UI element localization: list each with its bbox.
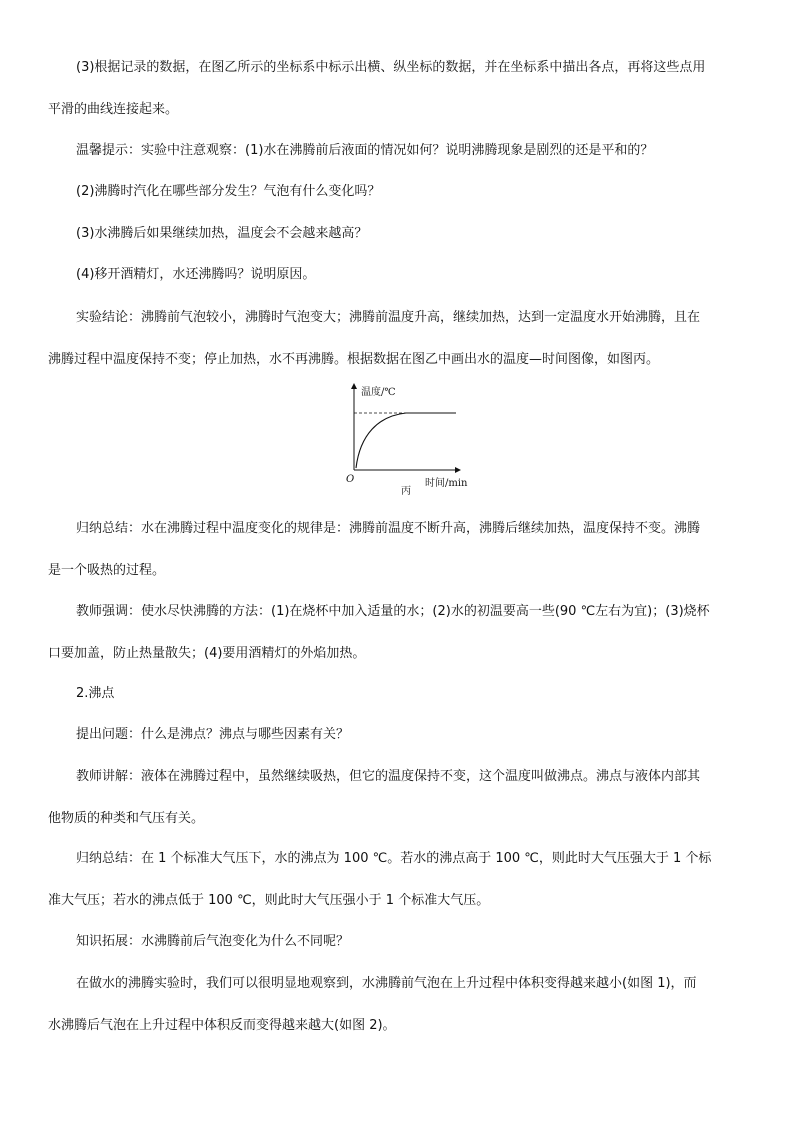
text-line: 归纳总结：在 1 个标准大气压下，水的沸点为 100 ℃。若水的沸点高于 100 ℃，则此时大气压强大于 1 个标 <box>76 851 712 866</box>
paragraph-bubble-observation <box>48 963 748 1046</box>
section-heading-boiling-point <box>48 673 748 715</box>
paragraph-question <box>48 714 748 756</box>
text-line: 他物质的种类和气压有关。 <box>48 810 205 826</box>
text-line: 沸腾过程中温度保持不变；停止加热，水不再沸腾。根据数据在图乙中画出水的温度—时间图像，如图丙。 <box>48 351 660 367</box>
text-line: (2)沸腾时汽化在哪些部分发生？气泡有什么变化吗？ <box>76 184 381 199</box>
text-line: (3)水沸腾后如果继续加热，温度会不会越来越高？ <box>76 226 368 241</box>
paragraph-knowledge-extension <box>48 921 748 963</box>
text-line: 归纳总结：水在沸腾过程中温度变化的规律是：沸腾前温度不断升高，沸腾后继续加热，温度保持不变。沸腾 <box>76 521 701 536</box>
paragraph-conclusion <box>48 297 748 380</box>
paragraph-teacher-explanation <box>48 756 748 839</box>
figure-caption: 丙 <box>401 486 411 497</box>
text-line: 知识拓展：水沸腾前后气泡变化为什么不同呢？ <box>76 934 350 949</box>
text-line: 水沸腾后气泡在上升过程中体积反而变得越来越大(如图 2)。 <box>48 1017 396 1033</box>
text-line: 口要加盖，防止热量散失；(4)要用酒精灯的外焰加热。 <box>48 645 366 661</box>
paragraph-summary-boiling-point <box>48 838 748 921</box>
temperature-curve <box>356 413 456 468</box>
text-line: 2.沸点 <box>76 686 115 701</box>
text-line: 温馨提示：实验中注意观察：(1)水在沸腾前后液面的情况如何？说明沸腾现象是剧烈的还是平和的？ <box>76 143 654 158</box>
temperature-time-graph <box>338 380 488 500</box>
x-axis-label: 时间/min <box>425 478 468 489</box>
paragraph-step-3 <box>48 47 748 130</box>
paragraph-teacher-emphasis <box>48 591 748 674</box>
text-line: (4)移开酒精灯，水还沸腾吗？说明原因。 <box>76 267 316 282</box>
paragraph-tips <box>48 130 748 172</box>
text-line: 是一个吸热的过程。 <box>48 562 166 578</box>
text-line: 教师讲解：液体在沸腾过程中，虽然继续吸热，但它的温度保持不变，这个温度叫做沸点。沸点与液体内部其 <box>76 769 701 784</box>
text-line: (3)根据记录的数据，在图乙所示的坐标系中标示出横、纵坐标的数据，并在坐标系中描出各点，再将这些点用 <box>76 60 706 75</box>
paragraph-tip-2 <box>48 171 748 213</box>
text-line: 提出问题：什么是沸点？沸点与哪些因素有关？ <box>76 727 350 742</box>
paragraph-tip-4 <box>48 254 748 296</box>
paragraph-summary <box>48 508 748 591</box>
text-line: 在做水的沸腾实验时，我们可以很明显地观察到，水沸腾前气泡在上升过程中体积变得越来越小(如图 1)，而 <box>76 976 697 991</box>
text-line: 实验结论：沸腾前气泡较小，沸腾时气泡变大；沸腾前温度升高，继续加热，达到一定温度水开始沸腾，且在 <box>76 310 701 325</box>
text-line: 准大气压；若水的沸点低于 100 ℃，则此时大气压强小于 1 个标准大气压。 <box>48 892 490 908</box>
origin-label: O <box>346 474 355 485</box>
y-axis-label: 温度/℃ <box>361 387 396 398</box>
graph-svg <box>338 380 488 500</box>
text-line: 平滑的曲线连接起来。 <box>48 101 179 117</box>
text-line: 教师强调：使水尽快沸腾的方法：(1)在烧杯中加入适量的水；(2)水的初温要高一些(90 ℃左右为宜)；(3)烧杯 <box>76 604 710 619</box>
paragraph-tip-3 <box>48 213 748 255</box>
